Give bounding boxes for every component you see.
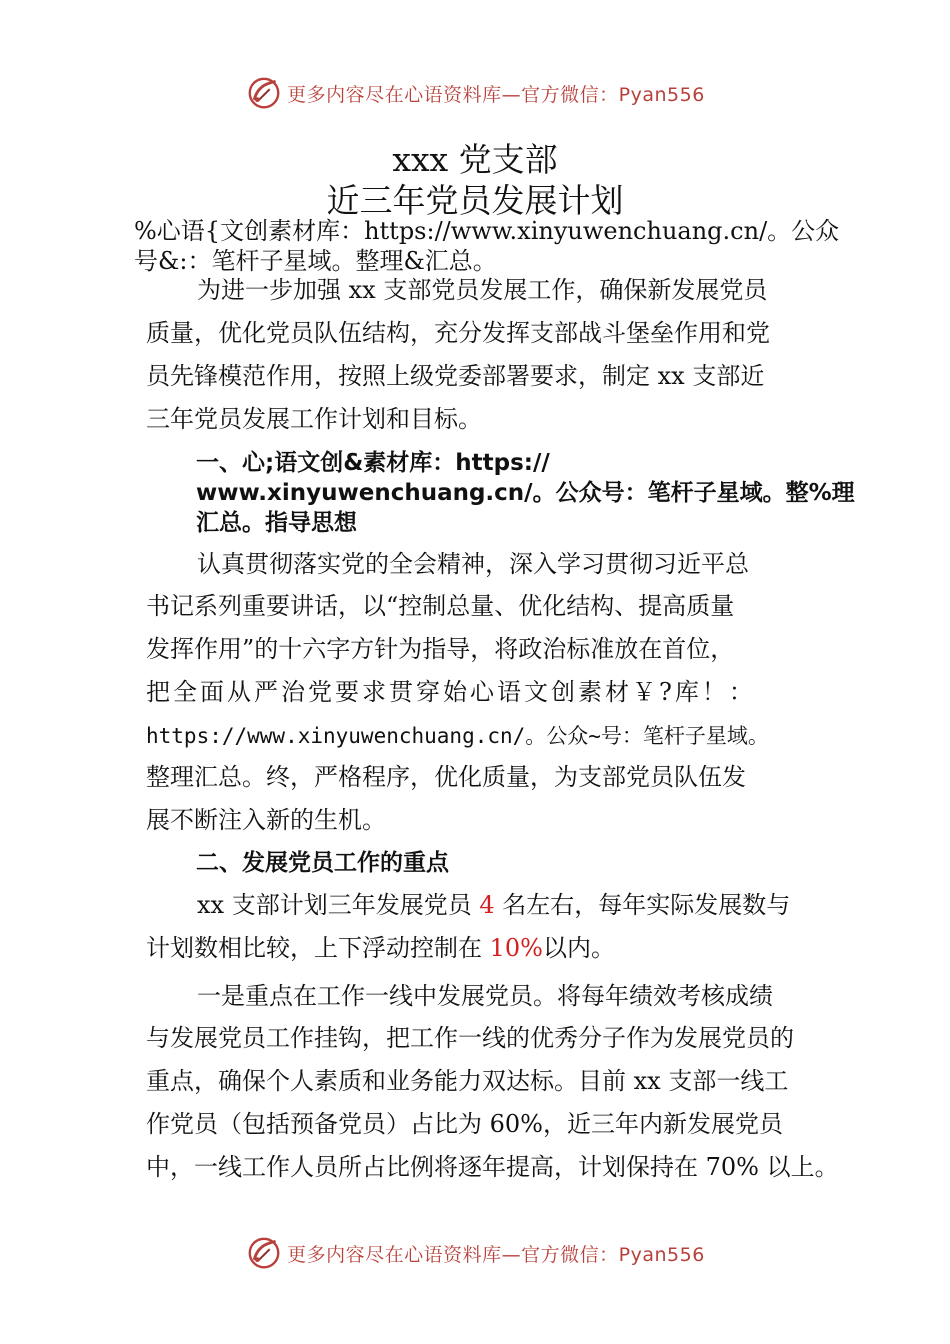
section1-line: [146, 720, 769, 751]
fluctuation-percent: 10%: [489, 934, 543, 962]
section2-line: 与发展党员工作挂钩，把工作一线的优秀分子作为发展党员的: [146, 1024, 794, 1052]
section2-text: 以内。: [542, 934, 615, 962]
footer-banner: [0, 1232, 950, 1274]
planned-member-count: 4: [479, 891, 495, 919]
section1-heading: 一、心;语文创&素材库：https://: [196, 450, 550, 476]
section1-line: 书记系列重要讲话，以“控制总量、优化结构、提高质量: [146, 592, 735, 620]
section1-line: 整理汇总。终，严格程序，优化质量，为支部党员队伍发: [146, 763, 746, 791]
section2-text: 名左右，每年实际发展数与: [494, 891, 791, 919]
section2-text: 计划数相比较，上下浮动控制在: [146, 934, 490, 962]
section1-heading: www.xinyuwenchuang.cn/。公众号：笔杆子星域。整%理: [196, 480, 855, 506]
source-note-line: [134, 246, 497, 276]
section1-url-text: https://www.xinyuwenchuang.cn/。公众~号：笔杆子星域。: [146, 724, 769, 748]
intro-line: 质量，优化党员队伍结构，充分发挥支部战斗堡垒作用和党: [146, 319, 770, 347]
intro-line: 为进一步加强 xx 支部党员发展工作，确保新发展党员: [197, 276, 768, 304]
section2-heading: 二、发展党员工作的重点: [196, 850, 449, 876]
source-note-text: 号&:：笔杆子星域。整理&汇总。: [134, 247, 497, 275]
section2-line: [197, 890, 790, 920]
section1-line: 展不断注入新的生机。: [146, 806, 386, 834]
section1-line: 把全面从严治党要求贯穿始心语文创素材￥?库！：: [146, 678, 756, 706]
section2-line: 作党员（包括预备党员）占比为 60%，近三年内新发展党员: [146, 1110, 783, 1138]
document-title-main: 近三年党员发展计划: [326, 181, 624, 220]
source-note-line: [134, 216, 839, 246]
section1-line: 认真贯彻落实党的全会精神，深入学习贯彻习近平总: [197, 550, 749, 578]
section2-text: xx 支部计划三年发展党员: [197, 891, 480, 919]
brand-logo-icon: [245, 1234, 283, 1272]
section2-line: 重点，确保个人素质和业务能力双达标。目前 xx 支部一线工: [146, 1067, 789, 1095]
section2-line: [146, 933, 615, 963]
section2-line: 一是重点在工作一线中发展党员。将每年绩效考核成绩: [197, 982, 773, 1010]
brand-logo-icon: [245, 74, 283, 112]
source-note-text: %心语{文创素材库：https://www.xinyuwenchuang.cn/。公众: [134, 217, 840, 245]
document-title-org: xxx 党支部: [392, 140, 558, 179]
banner-text: 更多内容尽在心语资料库—官方微信：Pyan556: [287, 83, 705, 106]
section2-line: 中，一线工作人员所占比例将逐年提高，计划保持在 70% 以上。: [146, 1153, 839, 1181]
section1-line: 发挥作用”的十六字方针为指导，将政治标准放在首位，: [146, 635, 735, 663]
header-banner: [0, 72, 950, 114]
section1-heading: 汇总。指导思想: [196, 510, 357, 536]
banner-text: 更多内容尽在心语资料库—官方微信：Pyan556: [287, 1243, 705, 1266]
intro-line: 员先锋模范作用，按照上级党委部署要求，制定 xx 支部近: [146, 362, 765, 390]
intro-line: 三年党员发展工作计划和目标。: [146, 405, 482, 433]
